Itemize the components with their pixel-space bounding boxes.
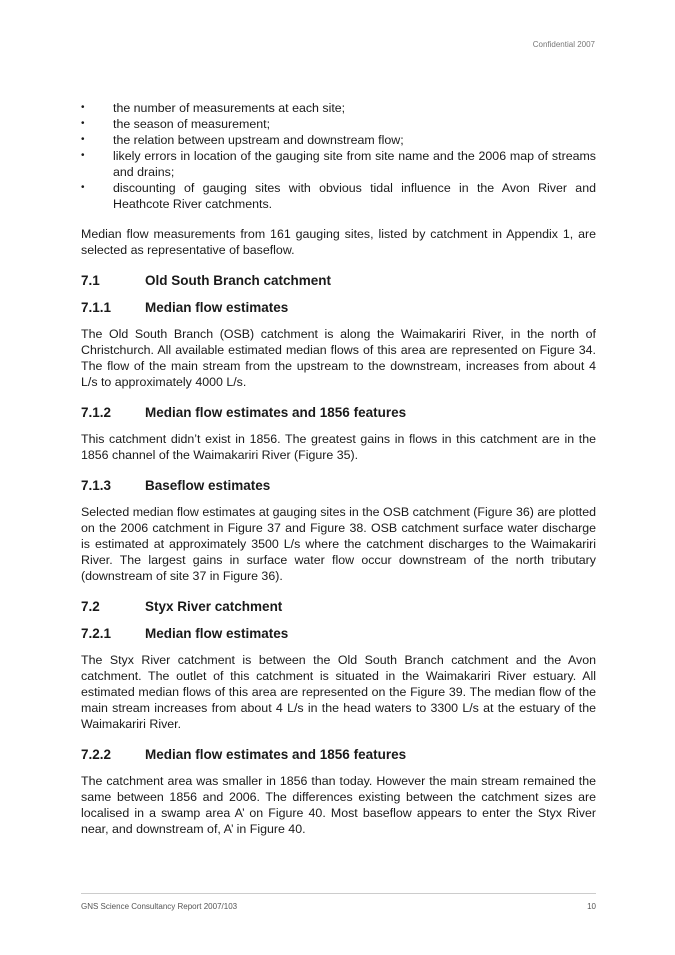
bullet-text: the relation between upstream and downstream flow; [113,133,404,147]
section-title: Old South Branch catchment [145,273,332,288]
bullet-item [81,180,596,212]
heading-7-1-1 [81,299,596,317]
bullet-text: discounting of gauging sites with obvious tidal influence in the Avon River and Heathcote River catchments. [113,181,596,211]
intro-paragraph: Median flow measurements from 161 gauging sites, listed by catchment in Appendix 1, are selected as representative of baseflow. [81,227,596,257]
paragraph-7-1-2: This catchment didn’t exist in 1856. The greatest gains in flows in this catchment are in the 1856 channel of the Waimakariri River (Figure 35). [81,432,596,462]
section-number: 7.1.2 [81,405,112,420]
section-number: 7.2.2 [81,747,112,762]
heading-7-2-1 [81,625,596,643]
page-number: 10 [587,902,596,911]
bullet-text: the season of measurement; [113,117,271,131]
section-title: Styx River catchment [145,599,283,614]
bullet-icon: • [81,118,85,129]
paragraph-7-1-3: Selected median flow estimates at gauging sites in the OSB catchment (Figure 36) are plotted on the 2006 catchment in Figure 37 and Figure 38. OSB catchment surface water discharge is estimated at approximately 3500 L/s where the catchment discharges to the Waimakariri River. The largest gains in surface water flow occur downstream of the north tributary (downstream of site 37 in Figure 36). [81,505,596,583]
footer-report-name: GNS Science Consultancy Report 2007/103 [81,902,238,911]
bullet-list [81,100,596,212]
heading-7-2 [81,598,596,616]
bullet-text: the number of measurements at each site; [113,101,346,115]
section-number: 7.1.3 [81,478,112,493]
paragraph-7-2-1: The Styx River catchment is between the Old South Branch catchment and the Avon catchment. The outlet of this catchment is situated in the Waimakariri River estuary. All estimated median flows of this area are represented on the Figure 39. The median flow of the main stream increases from about 4 L/s in the head waters to 3300 L/s at the estuary of the Waimakariri River. [81,653,596,731]
confidential-header: Confidential 2007 [532,40,595,49]
section-title: Median flow estimates [145,626,289,641]
section-number: 7.1.1 [81,300,112,315]
bullet-item [81,116,596,132]
bullet-item [81,148,596,180]
bullet-item [81,100,596,116]
section-title: Baseflow estimates [145,478,271,493]
section-number: 7.2 [81,599,100,614]
footer-divider [81,893,596,894]
heading-7-2-2 [81,746,596,764]
section-title: Median flow estimates and 1856 features [145,747,407,762]
heading-7-1 [81,272,596,290]
section-title: Median flow estimates [145,300,289,315]
bullet-icon: • [81,134,85,145]
heading-7-1-2 [81,404,596,422]
bullet-icon: • [81,102,85,113]
section-title: Median flow estimates and 1856 features [145,405,407,420]
bullet-icon: • [81,182,85,193]
section-number: 7.1 [81,273,100,288]
bullet-icon: • [81,150,85,161]
heading-7-1-3 [81,477,596,495]
bullet-text: likely errors in location of the gauging site from site name and the 2006 map of streams and drains; [113,149,596,179]
page-content [81,100,596,837]
paragraph-7-1-1: The Old South Branch (OSB) catchment is along the Waimakariri River, in the north of Christchurch. All available estimated median flows of this area are represented on Figure 34. The flow of the main stream from the upstream to the downstream, increases from about 4 L/s to approximately 4000 L/s. [81,327,596,389]
section-number: 7.2.1 [81,626,112,641]
paragraph-7-2-2: The catchment area was smaller in 1856 than today. However the main stream remained the same between 1856 and 2006. The differences existing between the catchment sizes are localised in a swamp area A’ on Figure 40. Most baseflow appears to enter the Styx River near, and downstream of, A’ in Figure 40. [81,774,596,836]
bullet-item [81,132,596,148]
